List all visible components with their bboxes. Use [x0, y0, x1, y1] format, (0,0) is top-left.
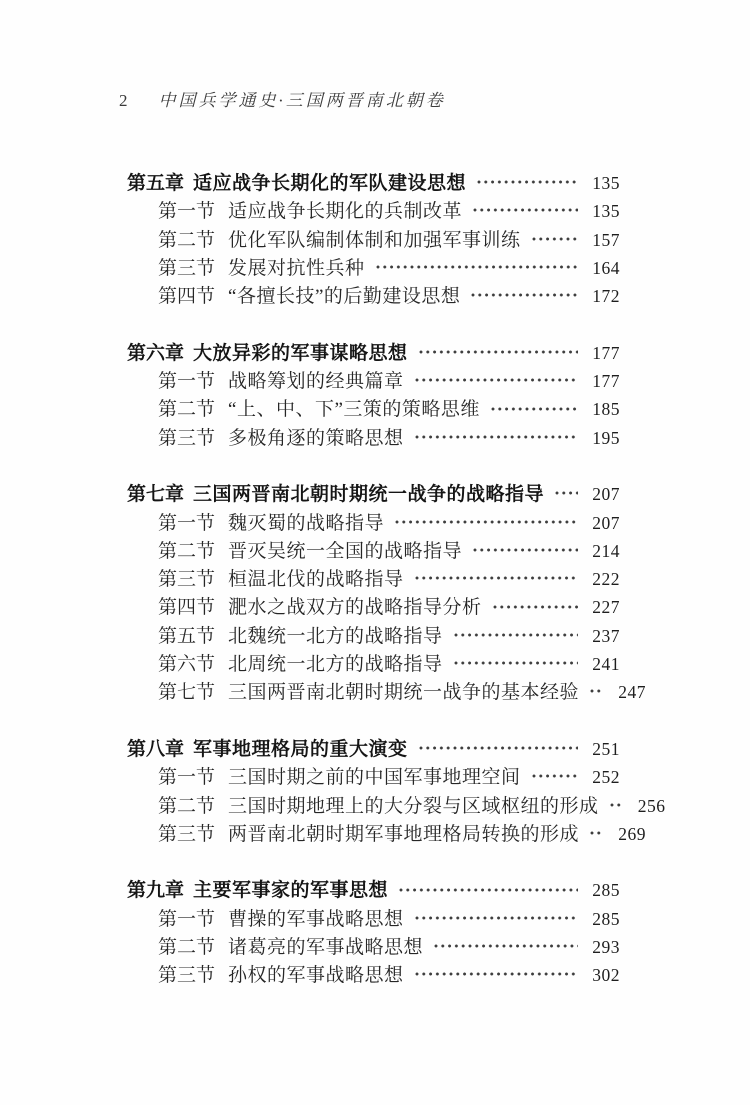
table-of-contents	[127, 169, 666, 990]
section-label: 第三节	[158, 823, 216, 845]
chapter-label: 第九章	[127, 880, 185, 902]
dot-leader	[491, 407, 578, 411]
chapter-title: 大放异彩的军事谋略思想	[193, 342, 408, 364]
section-page-number: 214	[592, 540, 620, 561]
chapter-sections	[127, 509, 647, 707]
section-title: 多极角逐的策略思想	[228, 427, 404, 449]
toc-section-row	[127, 537, 620, 565]
section-page-number: 252	[592, 767, 620, 788]
chapter-title: 主要军事家的军事思想	[193, 880, 389, 902]
section-label: 第一节	[158, 512, 216, 534]
section-title: 淝水之战双方的战略指导分析	[228, 597, 482, 619]
dot-leader	[473, 208, 578, 212]
dot-leader	[419, 746, 578, 750]
section-page-number: 207	[592, 512, 620, 533]
chapter-page-number: 135	[592, 173, 620, 193]
toc-section-row	[127, 961, 620, 989]
chapter-title: 三国两晋南北朝时期统一战争的战略指导	[193, 484, 545, 506]
chapter-page-number: 251	[592, 738, 620, 759]
section-page-number: 247	[618, 682, 647, 703]
section-title: 桓温北伐的战略指导	[228, 569, 404, 591]
section-title: 诸葛亮的军事战略思想	[228, 937, 424, 959]
section-title: 魏灭蜀的战略指导	[228, 512, 385, 534]
toc-chapter-block	[127, 876, 620, 989]
toc-section-row	[127, 509, 620, 537]
page-number: 2	[119, 91, 128, 110]
dot-leader	[532, 774, 578, 778]
dot-leader	[434, 944, 578, 948]
section-label: 第三节	[158, 427, 216, 449]
dot-leader	[454, 633, 578, 637]
toc-chapter-row	[127, 339, 620, 367]
section-title: 适应战争长期化的兵制改革	[228, 201, 463, 223]
toc-chapter-block	[127, 339, 620, 452]
section-label: 第二节	[158, 399, 216, 421]
toc-chapter-block	[127, 480, 647, 706]
section-title: 三国时期之前的中国军事地理空间	[228, 767, 521, 789]
section-page-number: 185	[592, 399, 620, 420]
dot-leader	[493, 605, 578, 609]
toc-chapter-block	[127, 169, 620, 310]
toc-chapter-row	[127, 876, 620, 904]
section-page-number: 269	[618, 823, 647, 844]
chapter-label: 第八章	[127, 738, 185, 760]
dot-leader	[473, 548, 578, 552]
toc-section-row	[127, 792, 666, 820]
section-label: 第一节	[158, 767, 216, 789]
toc-section-row	[127, 622, 620, 650]
toc-section-row	[127, 197, 620, 225]
dot-leader	[415, 576, 578, 580]
section-title: 战略筹划的经典篇章	[228, 371, 404, 393]
section-label: 第三节	[158, 965, 216, 987]
section-label: 第三节	[158, 569, 216, 591]
dot-leader	[415, 378, 578, 382]
section-title: “上、中、下”三策的策略思维	[228, 399, 480, 421]
dot-leader	[415, 435, 578, 439]
section-label: 第二节	[158, 795, 216, 817]
section-label: 第四节	[158, 286, 216, 308]
chapter-title: 军事地理格局的重大演变	[193, 738, 408, 760]
section-title: 北周统一北方的战略指导	[228, 654, 443, 676]
chapter-label: 第七章	[127, 484, 185, 506]
section-label: 第三节	[158, 257, 216, 279]
toc-section-row	[127, 226, 620, 254]
toc-chapter-row	[127, 480, 620, 508]
section-page-number: 157	[592, 229, 620, 250]
section-title: 北魏统一北方的战略指导	[228, 625, 443, 647]
section-title: 三国两晋南北朝时期统一战争的基本经验	[228, 682, 580, 704]
section-page-number: 285	[592, 908, 620, 929]
toc-section-row	[127, 820, 647, 848]
toc-section-row	[127, 424, 620, 452]
toc-section-row	[127, 593, 620, 621]
chapter-page-number: 285	[592, 880, 620, 901]
section-page-number: 241	[592, 654, 620, 675]
chapter-title: 适应战争长期化的军队建设思想	[193, 173, 467, 194]
section-label: 第二节	[158, 229, 216, 251]
dot-leader	[419, 350, 578, 354]
dot-leader	[399, 888, 578, 892]
section-title: 孙权的军事战略思想	[228, 965, 404, 987]
section-title: 晋灭吴统一全国的战略指导	[228, 540, 463, 562]
chapter-sections	[127, 763, 666, 848]
section-label: 第六节	[158, 654, 216, 676]
section-label: 第一节	[158, 201, 216, 223]
section-page-number: 227	[592, 597, 620, 618]
toc-section-row	[127, 254, 620, 282]
section-page-number: 256	[637, 795, 666, 816]
toc-section-row	[127, 650, 620, 678]
running-header	[119, 86, 446, 111]
dot-leader	[415, 972, 578, 976]
toc-section-row	[127, 565, 620, 593]
dot-leader	[454, 661, 578, 665]
section-page-number: 293	[592, 937, 620, 958]
toc-section-row	[127, 933, 620, 961]
section-title: 优化军队编制体制和加强军事训练	[228, 229, 521, 251]
section-title: 三国时期地理上的大分裂与区域枢纽的形成	[228, 795, 599, 817]
dot-leader	[395, 520, 578, 524]
dot-leader	[590, 689, 604, 693]
section-page-number: 164	[592, 257, 620, 278]
toc-section-row	[127, 763, 620, 791]
dot-leader	[555, 491, 578, 495]
section-label: 第四节	[158, 597, 216, 619]
chapter-sections	[127, 905, 620, 990]
chapter-page-number: 177	[592, 342, 620, 363]
toc-section-row	[127, 678, 647, 706]
section-title: 曹操的军事战略思想	[228, 908, 404, 930]
chapter-sections	[127, 367, 620, 452]
chapter-label: 第五章	[127, 173, 185, 194]
dot-leader	[376, 265, 578, 269]
toc-section-row	[127, 367, 620, 395]
dot-leader	[477, 180, 578, 184]
section-label: 第二节	[158, 937, 216, 959]
toc-chapter-block	[127, 735, 666, 848]
section-page-number: 195	[592, 427, 620, 448]
chapter-label: 第六章	[127, 342, 185, 364]
section-page-number: 237	[592, 625, 620, 646]
section-page-number: 172	[592, 286, 620, 307]
section-page-number: 222	[592, 569, 620, 590]
dot-leader	[610, 803, 624, 807]
toc-chapter-row	[127, 169, 620, 197]
section-label: 第七节	[158, 682, 216, 704]
toc-section-row	[127, 282, 620, 310]
dot-leader	[590, 831, 604, 835]
chapter-sections	[127, 197, 620, 310]
section-page-number: 302	[592, 965, 620, 986]
section-page-number: 177	[592, 371, 620, 392]
section-title: “各擅长技”的后勤建设思想	[228, 286, 461, 308]
dot-leader	[532, 237, 578, 241]
book-title: 中国兵学通史·三国两晋南北朝卷	[158, 91, 446, 110]
dot-leader	[471, 293, 578, 297]
section-label: 第一节	[158, 371, 216, 393]
toc-chapter-row	[127, 735, 620, 763]
section-title: 两晋南北朝时期军事地理格局转换的形成	[228, 823, 580, 845]
section-label: 第一节	[158, 908, 216, 930]
section-label: 第五节	[158, 625, 216, 647]
toc-section-row	[127, 395, 620, 423]
section-label: 第二节	[158, 540, 216, 562]
chapter-page-number: 207	[592, 484, 620, 505]
section-title: 发展对抗性兵种	[228, 257, 365, 279]
dot-leader	[415, 916, 578, 920]
section-page-number: 135	[592, 201, 620, 222]
toc-section-row	[127, 905, 620, 933]
